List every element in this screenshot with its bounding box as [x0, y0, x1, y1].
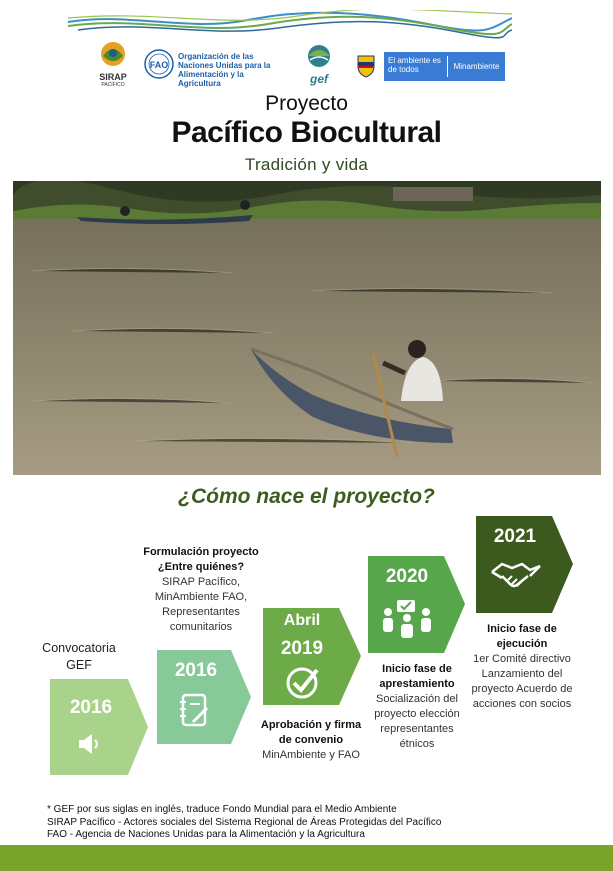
timeline-year-2: 2016 — [174, 660, 218, 681]
timeline-caption-1: Convocatoria GEF — [42, 641, 116, 672]
svg-text:FAO: FAO — [149, 60, 169, 70]
timeline-caption-5 — [466, 622, 578, 712]
timeline-year-4: 2020 — [385, 566, 429, 587]
minambiente-banner — [384, 52, 505, 81]
check-icon — [285, 664, 321, 700]
timeline-caption-2 — [133, 545, 269, 635]
megaphone-icon — [77, 731, 103, 757]
footnote-gef: * GEF por sus siglas en inglés, traduce Fondo Mundial para el Medio Ambiente — [47, 804, 397, 815]
timeline-step-5 — [476, 516, 573, 613]
fao-logo — [144, 49, 174, 79]
sirap-label: SIRAP — [99, 72, 127, 82]
title-small: Proyecto — [265, 92, 348, 115]
page-title: Pacífico Biocultural — [171, 116, 442, 149]
sirap-logo — [96, 40, 130, 86]
minambiente-slogan: El ambiente es de todos — [388, 56, 441, 74]
timeline-year-3-month: Abril — [283, 612, 321, 629]
timeline-caption-4-body: Socialización del proyecto elección representantes étnicos — [374, 693, 460, 750]
timeline-caption-5-body: 1er Comité directivo Lanzamiento del proyecto Acuerdo de acciones con socios — [471, 653, 573, 710]
sirap-sublabel: PACÍFICO — [101, 82, 125, 88]
timeline-caption-2-body: SIRAP Pacífico, MinAmbiente FAO, Representantes comunitarios — [154, 576, 248, 633]
timeline-caption-4 — [367, 662, 467, 752]
timeline-caption-2-title: Formulación proyecto ¿Entre quiénes? — [143, 546, 259, 573]
timeline-step-1 — [50, 679, 148, 775]
gef-label: gef — [310, 72, 328, 86]
timeline-step-4 — [368, 556, 465, 653]
timeline-step-3 — [263, 608, 361, 705]
footnote-sirap: SIRAP Pacífico - Actores sociales del Sistema Regional de Áreas Protegidas del Pacífico — [47, 816, 442, 828]
notebook-icon — [177, 692, 213, 730]
timeline-caption-5-title: Inicio fase de ejecución — [487, 623, 557, 650]
section-question: ¿Cómo nace el proyecto? — [178, 485, 435, 508]
colombia-crest-logo — [354, 52, 380, 80]
handshake-icon — [490, 558, 542, 594]
gef-logo — [302, 44, 336, 84]
footnote-fao: FAO - Agencia de Naciones Unidas para la Alimentación y la Agricultura — [47, 829, 365, 840]
timeline-caption-3 — [255, 718, 367, 763]
timeline-year-5: 2021 — [493, 526, 537, 547]
timeline-step-2 — [157, 650, 251, 744]
page-subtitle: Tradición y vida — [244, 155, 369, 174]
meeting-icon — [382, 598, 432, 640]
timeline-caption-4-title: Inicio fase de aprestamiento — [379, 663, 455, 690]
timeline-year-3: 2019 — [280, 638, 324, 659]
footnotes — [47, 804, 441, 842]
header-waves — [68, 10, 512, 42]
timeline-caption-3-title: Aprobación y firma de convenio — [260, 719, 362, 746]
footer-bar — [0, 845, 613, 871]
timeline-year-1: 2016 — [69, 697, 113, 718]
fao-name: Organización de las Naciones Unidas para la Alimentación y la Agricultura — [178, 52, 271, 88]
river-canoe-photo — [13, 181, 601, 475]
minambiente-label: Minambiente — [453, 62, 500, 71]
timeline-caption-3-body: MinAmbiente y FAO — [262, 749, 360, 761]
